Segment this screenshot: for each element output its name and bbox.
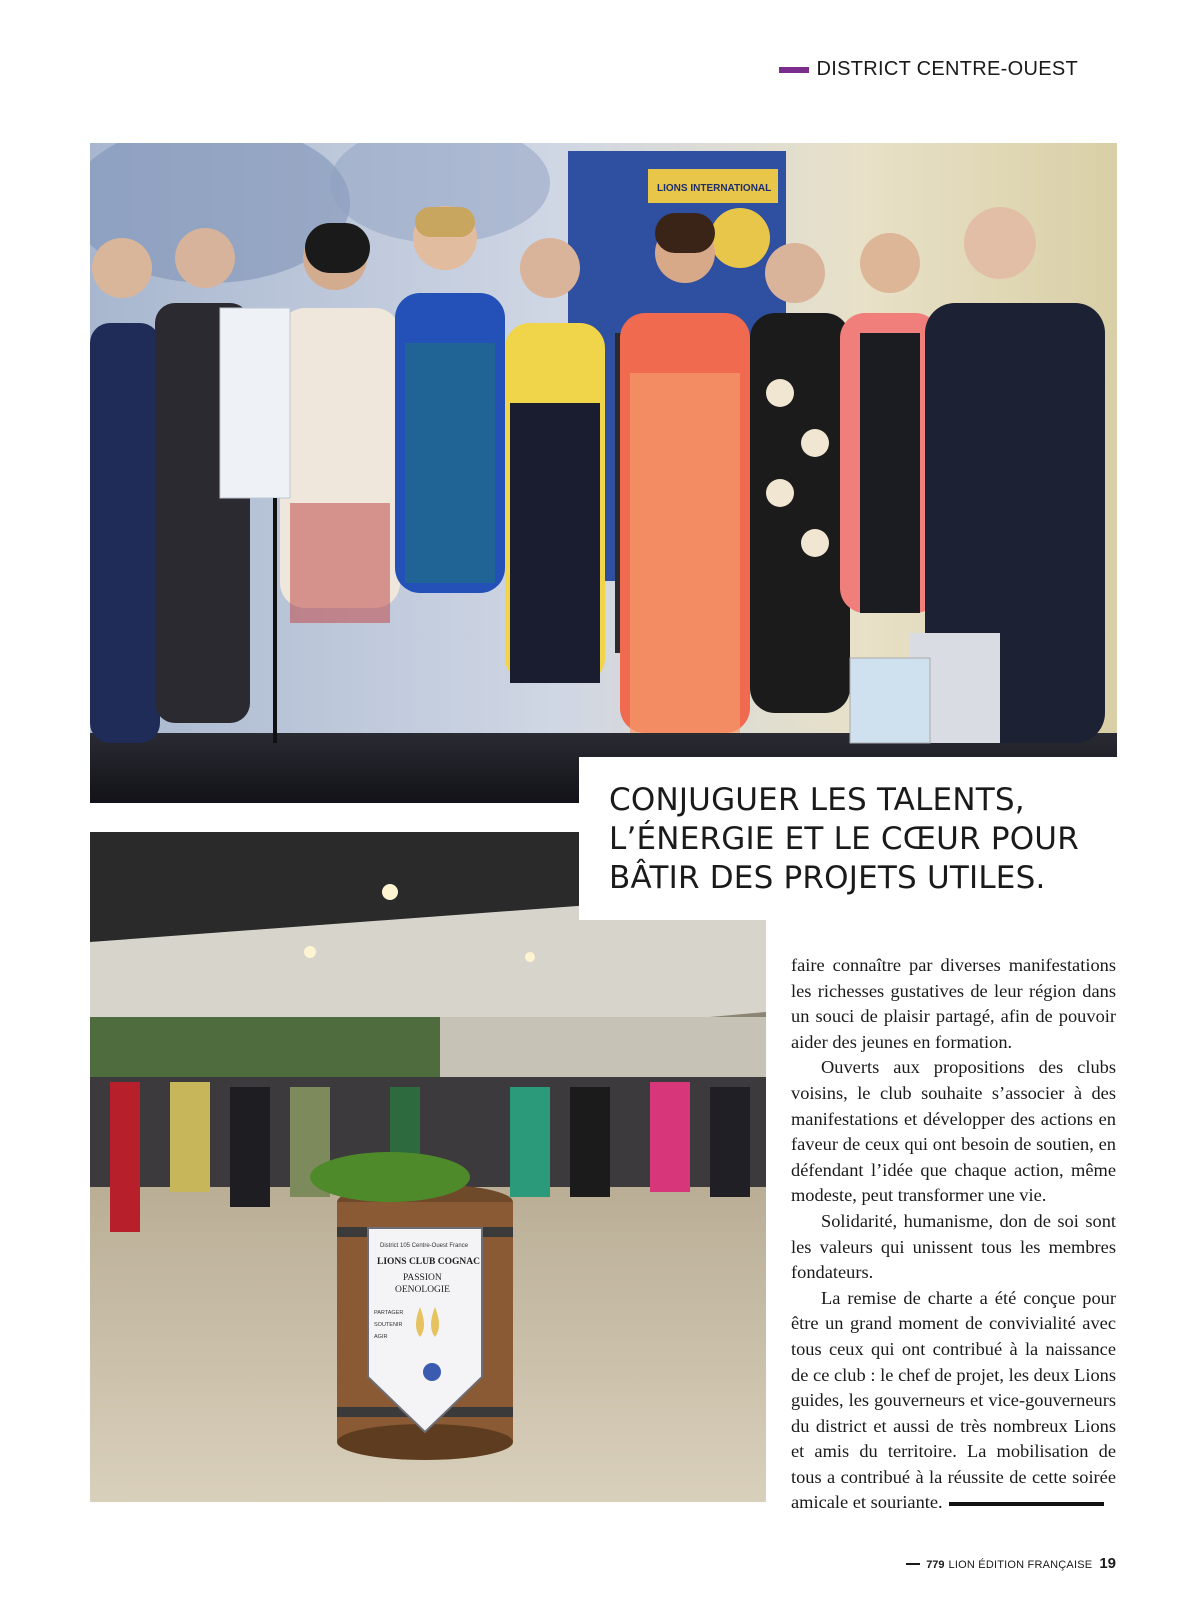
headline: [609, 781, 1109, 898]
headline-box: [579, 757, 1119, 920]
pennant-line-soutenir: SOUTENIR: [374, 1322, 403, 1328]
section-accent-bar: [779, 67, 809, 73]
pennant-line-oenologie: OENOLOGIE: [395, 1285, 450, 1295]
stage-photo: [90, 143, 1117, 803]
paragraph-1: faire connaître par diverses manifestations les richesses gustatives de leur région dans un souci de plaisir partagé, afin de pouvoir aider des jeunes en formation.: [791, 955, 1116, 1052]
pennant-line-club: LIONS CLUB COGNAC: [377, 1257, 480, 1267]
hall-photo: [90, 832, 766, 1502]
section-label: DISTRICT CENTRE-OUEST: [816, 58, 1078, 80]
headline-line-1: CONJUGUER LES TALENTS,: [609, 782, 1025, 818]
lions-emblem-icon: [423, 1363, 441, 1381]
hall-photo-illustration: [90, 832, 766, 1502]
end-rule: [949, 1502, 1104, 1506]
magazine-name: LION ÉDITION FRANÇAISE: [948, 1559, 1093, 1571]
article-body: [791, 953, 1116, 1516]
page-number: 19: [1099, 1555, 1116, 1572]
paragraph-4: [791, 1286, 1116, 1516]
paragraph-4-text: La remise de charte a été conçue pour être un grand moment de convivialité avec tous ceux qui ont contribué à la naissance de ce club : le chef de projet, les deux Lions guides, les gouverneurs et vice-gouverneurs du district et aussi de très nombreux Lions et amis du territoire. La mobilisation de tous a contribué à la réussite de cette soirée amicale et souriante.: [791, 1287, 1116, 1513]
paragraph-3: Solidarité, humanisme, don de soi sont les valeurs qui unissent tous les membres fondateurs.: [791, 1210, 1116, 1283]
banner-text: LIONS INTERNATIONAL: [657, 183, 772, 194]
pennant-line-passion: PASSION: [403, 1273, 442, 1283]
headline-line-2: L’ÉNERGIE ET LE CŒUR POUR: [609, 821, 1079, 857]
headline-line-3: BÂTIR DES PROJETS UTILES.: [609, 860, 1046, 896]
issue-number: 779: [926, 1559, 945, 1571]
pennant-line-agir: AGIR: [374, 1334, 388, 1340]
page-footer: [906, 1555, 1116, 1572]
stage-photo-illustration: [90, 143, 1117, 803]
pennant-line-district: District 105 Centre-Ouest France: [380, 1243, 469, 1249]
section-tag: [779, 58, 1079, 81]
footer-dash: [906, 1563, 920, 1565]
pennant-line-partager: PARTAGER: [374, 1310, 404, 1316]
paragraph-2: Ouverts aux propositions des clubs voisins, le club souhaite s’associer à des manifestations et développer des actions en faveur de ceux qui ont besoin de soutien, en défendant l’idée que chaque action, même modeste, peut transformer une vie.: [791, 1057, 1116, 1206]
